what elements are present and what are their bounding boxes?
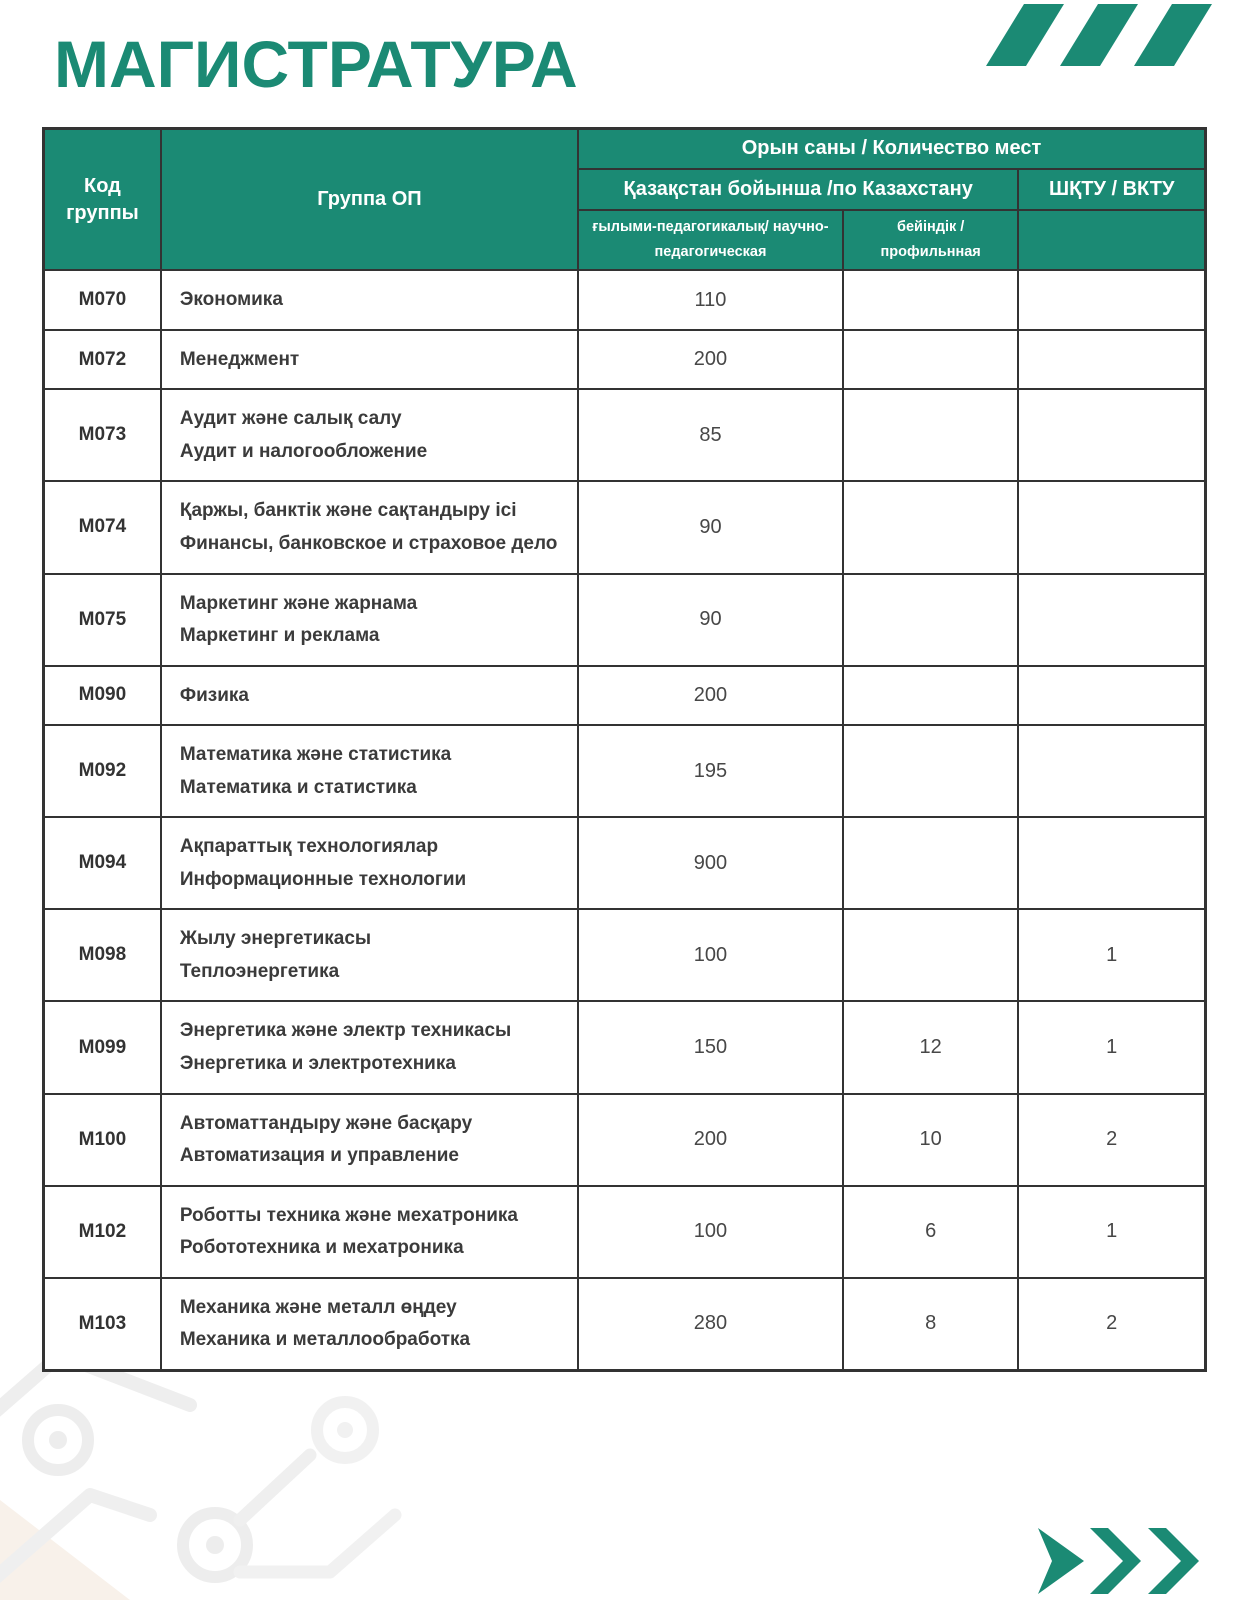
group-name-kz: Энергетика және электр техникасы xyxy=(179,1020,512,1042)
table-row xyxy=(44,1278,1206,1371)
row-places-profile xyxy=(843,270,1018,330)
table-row xyxy=(44,270,1206,330)
row-code: M072 xyxy=(44,330,161,390)
row-group-name xyxy=(161,725,578,817)
row-places-vktu xyxy=(1018,725,1205,817)
row-code: M103 xyxy=(44,1278,161,1371)
header-shktu-empty-cell xyxy=(1018,210,1205,271)
row-code: M094 xyxy=(44,817,161,909)
page-title: МАГИСТРАТУРА xyxy=(54,27,578,101)
row-places-scientific: 90 xyxy=(578,574,843,666)
table-row xyxy=(44,389,1206,481)
table-row xyxy=(44,1094,1206,1186)
forward-chevrons-decoration xyxy=(1038,1528,1202,1594)
row-places-vktu: 1 xyxy=(1018,909,1205,1001)
row-group-name xyxy=(161,1001,578,1093)
row-places-vktu: 2 xyxy=(1018,1094,1205,1186)
row-code: M098 xyxy=(44,909,161,1001)
row-group-name xyxy=(161,481,578,573)
row-places-vktu xyxy=(1018,817,1205,909)
group-name-ru: Информационные технологии xyxy=(179,868,467,890)
row-group-name xyxy=(161,330,578,390)
group-name-kz: Механика және металл өңдеу xyxy=(179,1296,457,1318)
group-name-ru: Математика и статистика xyxy=(179,776,417,798)
group-name-kz: Менеджмент xyxy=(179,348,300,370)
header-group-column: Группа ОП xyxy=(161,129,578,271)
row-places-scientific: 900 xyxy=(578,817,843,909)
table-body xyxy=(44,270,1206,1370)
row-places-profile: 10 xyxy=(843,1094,1018,1186)
table-row xyxy=(44,481,1206,573)
group-name-kz: Жылу энергетикасы xyxy=(179,928,372,950)
admission-places-table xyxy=(42,127,1207,1372)
group-name-ru: Аудит и налогообложение xyxy=(179,440,428,462)
group-name-ru: Маркетинг и реклама xyxy=(179,625,380,647)
row-group-name xyxy=(161,1094,578,1186)
group-name-kz: Ақпараттық технологиялар xyxy=(179,836,439,858)
row-places-scientific: 280 xyxy=(578,1278,843,1371)
row-code: M102 xyxy=(44,1186,161,1278)
row-group-name xyxy=(161,909,578,1001)
row-code: M100 xyxy=(44,1094,161,1186)
row-group-name xyxy=(161,666,578,726)
group-name-ru: Механика и металлообработка xyxy=(179,1329,471,1351)
group-name-ru: Теплоэнергетика xyxy=(179,960,340,982)
row-places-scientific: 200 xyxy=(578,330,843,390)
diagonal-stripes-decoration xyxy=(986,4,1212,66)
header-profile-column: бейіндік / профильнная xyxy=(843,210,1018,271)
row-places-profile xyxy=(843,909,1018,1001)
table-header xyxy=(44,129,1206,271)
group-name-kz: Математика және статистика xyxy=(179,744,452,766)
row-places-scientific: 90 xyxy=(578,481,843,573)
row-code: M074 xyxy=(44,481,161,573)
row-places-scientific: 200 xyxy=(578,666,843,726)
header-shktu-column: ШҚТУ / ВКТУ xyxy=(1018,169,1205,210)
group-name-ru: Автоматизация и управление xyxy=(179,1145,459,1167)
header-kazakhstan-span: Қазақстан бойынша /по Казахстану xyxy=(578,169,1018,210)
row-places-vktu xyxy=(1018,481,1205,573)
row-places-profile xyxy=(843,481,1018,573)
group-name-ru: Энергетика и электротехника xyxy=(179,1053,456,1074)
table-row xyxy=(44,1001,1206,1093)
row-places-vktu xyxy=(1018,666,1205,726)
row-places-vktu xyxy=(1018,574,1205,666)
row-places-profile: 6 xyxy=(843,1186,1018,1278)
row-places-vktu: 2 xyxy=(1018,1278,1205,1371)
group-name-kz: Автоматтандыру және басқару xyxy=(179,1112,473,1134)
row-places-profile xyxy=(843,725,1018,817)
admission-table-container xyxy=(42,127,1207,1372)
row-places-profile xyxy=(843,666,1018,726)
row-places-scientific: 110 xyxy=(578,270,843,330)
row-places-profile: 12 xyxy=(843,1001,1018,1093)
row-places-profile xyxy=(843,389,1018,481)
row-code: M075 xyxy=(44,574,161,666)
group-name-ru: Робототехника и мехатроника xyxy=(179,1237,464,1259)
table-row xyxy=(44,725,1206,817)
row-places-profile: 8 xyxy=(843,1278,1018,1371)
table-row xyxy=(44,666,1206,726)
row-code: M073 xyxy=(44,389,161,481)
table-row xyxy=(44,1186,1206,1278)
row-places-profile xyxy=(843,817,1018,909)
group-name-kz: Физика xyxy=(179,684,249,706)
row-group-name xyxy=(161,817,578,909)
row-places-scientific: 200 xyxy=(578,1094,843,1186)
row-places-scientific: 100 xyxy=(578,909,843,1001)
group-name-kz: Маркетинг және жарнама xyxy=(179,592,418,614)
row-places-scientific: 195 xyxy=(578,725,843,817)
row-group-name xyxy=(161,574,578,666)
row-code: M092 xyxy=(44,725,161,817)
row-places-vktu xyxy=(1018,330,1205,390)
table-row xyxy=(44,574,1206,666)
header-places-span: Орын саны / Количество мест xyxy=(578,129,1205,169)
table-row xyxy=(44,330,1206,390)
group-name-kz: Роботты техника және мехатроника xyxy=(179,1204,518,1226)
table-row xyxy=(44,817,1206,909)
row-group-name xyxy=(161,1278,578,1371)
row-code: M099 xyxy=(44,1001,161,1093)
row-group-name xyxy=(161,1186,578,1278)
row-code: M070 xyxy=(44,270,161,330)
row-places-vktu: 1 xyxy=(1018,1186,1205,1278)
header-scientific-pedagogical-column: ғылыми-педагогикалық/ научно-педагогическая xyxy=(578,210,843,271)
row-code: M090 xyxy=(44,666,161,726)
group-name-kz: Аудит және салық салу xyxy=(179,408,402,430)
group-name-ru: Финансы, банковское и страховое дело xyxy=(179,532,558,554)
row-places-vktu xyxy=(1018,389,1205,481)
row-group-name xyxy=(161,389,578,481)
row-places-scientific: 150 xyxy=(578,1001,843,1093)
row-places-profile xyxy=(843,574,1018,666)
header-code-column: Код группы xyxy=(44,129,161,271)
row-places-vktu: 1 xyxy=(1018,1001,1205,1093)
group-name-kz: Экономика xyxy=(179,289,283,311)
row-places-profile xyxy=(843,330,1018,390)
row-places-vktu xyxy=(1018,270,1205,330)
group-name-kz: Қаржы, банктік және сақтандыру ісі xyxy=(179,500,517,522)
row-places-scientific: 85 xyxy=(578,389,843,481)
row-places-scientific: 100 xyxy=(578,1186,843,1278)
row-group-name xyxy=(161,270,578,330)
table-row xyxy=(44,909,1206,1001)
